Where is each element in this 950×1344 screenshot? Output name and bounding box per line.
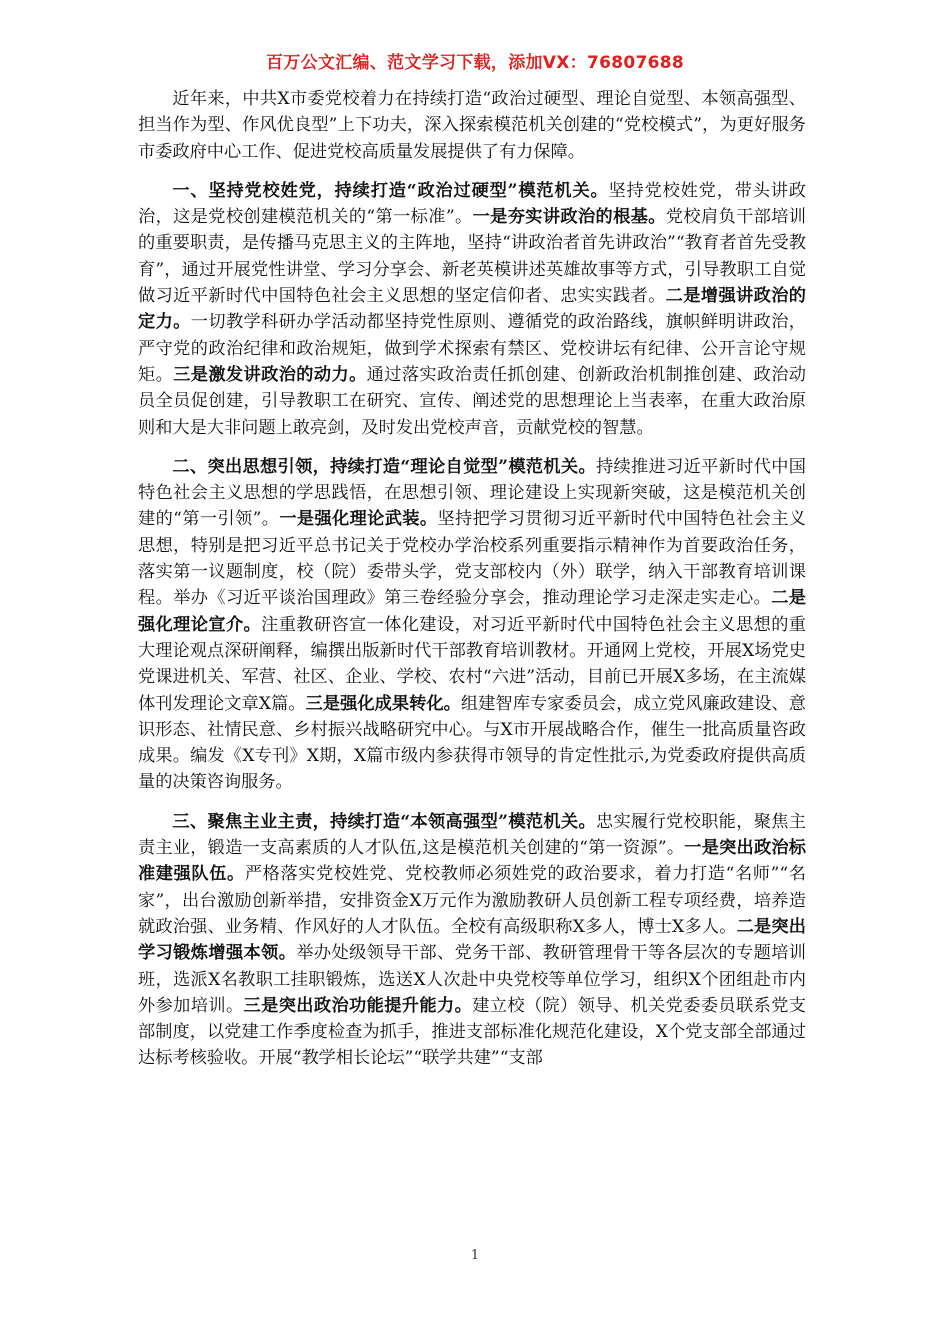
body-text: 党校肩负干部培训的重要职责，是传播马克思主义的主阵地，坚持“讲政治者首先讲政治”“教育者首先受教育”，通过开展党性讲堂、学习分享会、新老英模讲述英雄故事等方式，引导教职工自觉做习近平新时代中国特色社会主义思想的坚定信仰者、忠实实践者。 <box>138 207 806 307</box>
bold-heading-text: 一是夯实讲政治的根基。 <box>472 207 666 228</box>
bold-heading-text: 一是突出政治标准建强队伍。 <box>138 838 806 885</box>
paragraph <box>138 86 806 165</box>
body-text: 持续推进习近平新时代中国特色社会主义思想的学思践悟，在思想引领、理论建设上实现新突破，这是模范机关创建的“第一引领”。 <box>138 456 806 530</box>
body-text: 通过落实政治责任抓创建、创新政治机制推创建、政治动员全员促创建，引导教职工在研究、宣传、阐述党的思想理论上当表率，在重大政治原则和大是大非问题上敢亮剑，及时发出党校声音，贡献党校的智慧。 <box>138 364 806 438</box>
bold-heading-text: 三、聚焦主业主责，持续打造“本领高强型”模范机关。 <box>172 811 596 832</box>
paragraph <box>138 809 806 1072</box>
page-number: 1 <box>470 1248 480 1263</box>
body-text: 举办处级领导干部、党务干部、教研管理骨干等各层次的专题培训班，选派X名教职工挂职锻炼，选送X人次赴中央党校等单位学习，组织X个团组赴市内外参加培训。 <box>138 943 806 1016</box>
body-text: 坚持把学习贯彻习近平新时代中国特色社会主义思想，特别是把习近平总书记关于党校办学治校系列重要指示精神作为首要政治任务，落实第一议题制度，校（院）委带头学，党支部校内（外）联学，纳入干部教育培训课程。举办《习近平谈治国理政》第三卷经验分享会，推动理论学习走深走实走心。 <box>138 509 806 609</box>
document-body <box>138 86 806 1085</box>
bold-heading-text: 一是强化理论武装。 <box>279 509 438 530</box>
bold-heading-text: 二是增强讲政治的定力。 <box>138 286 806 333</box>
body-text: 坚持党校姓党，带头讲政治，这是党校创建模范机关的“第一标准”。 <box>138 180 806 228</box>
bold-heading-text: 二是突出学习锻炼增强本领。 <box>138 916 806 964</box>
body-text: 忠实履行党校职能，聚焦主责主业，锻造一支高素质的人才队伍,这是模范机关创建的“第一资源”。 <box>138 811 806 859</box>
header-watermark-text: 百万公文汇编、范文学习下载，添加VX：76807688 <box>266 53 684 73</box>
body-text: 建立校（院）领导、机关党委委员联系党支部制度，以党建工作季度检查为抓手，推进支部标准化规范化建设，X个党支部全部通过达标考核验收。开展“教学相长论坛”“联学共建”“支部 <box>138 995 806 1069</box>
paragraph <box>138 454 806 796</box>
bold-heading-text: 三是突出政治功能提升能力。 <box>243 995 473 1016</box>
bold-heading-text: 二是强化理论宣介。 <box>138 588 806 635</box>
bold-heading-text: 三是强化成果转化。 <box>305 693 461 714</box>
paragraph <box>138 178 806 441</box>
body-text: 一切教学科研办学活动都坚持党性原则、遵循党的政治路线，旗帜鲜明讲政治，严守党的政治纪律和政治规矩，做到学术探索有禁区、党校讲坛有纪律、公开言论守规矩。 <box>138 312 806 385</box>
bold-heading-text: 一、坚持党校姓党，持续打造“政治过硬型”模范机关。 <box>172 180 609 201</box>
body-text: 组建智库专家委员会，成立党风廉政建设、意识形态、社情民意、乡村振兴战略研究中心。与X市开展战略合作，催生一批高质量咨政成果。编发《X专刊》X期，X篇市级内参获得市领导的肯定性批示,为党委政府提供高质量的决策咨询服务。 <box>138 693 806 793</box>
body-text: 注重教研咨宣一体化建设，对习近平新时代中国特色社会主义思想的重大理论观点深研阐释，编撰出版新时代干部教育培训教材。开通网上党校，开展X场党史党课进机关、军营、社区、企业、学校、农村“六进”活动，目前已开展X多场，在主流媒体刊发理论文章X篇。 <box>138 614 806 714</box>
body-text: 近年来，中共X市委党校着力在持续打造“政治过硬型、理论自觉型、本领高强型、担当作为型、作风优良型”上下功夫，深入探索模范机关创建的“党校模式”，为更好服务市委政府中心工作、促进党校高质量发展提供了有力保障。 <box>138 89 806 162</box>
bold-heading-text: 二、突出思想引领，持续打造“理论自觉型”模范机关。 <box>172 456 596 477</box>
bold-heading-text: 三是激发讲政治的动力。 <box>173 364 367 385</box>
body-text: 严格落实党校姓党、党校教师必须姓党的政治要求，着力打造“名师”“名家”，出台激励创新举措，安排资金X万元作为激励教研人员创新工程专项经费，培养造就政治强、业务精、作风好的人才队伍。全校有高级职称X多人，博士X多人。 <box>138 864 806 937</box>
